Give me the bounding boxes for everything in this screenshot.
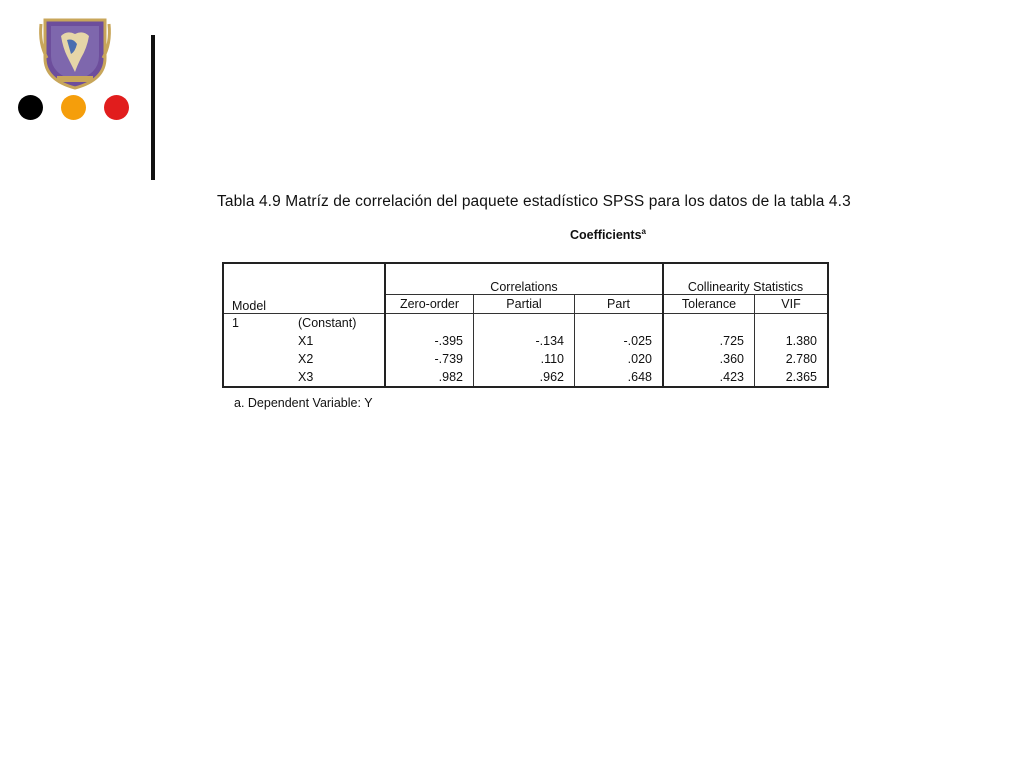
value-partial: .110 [474,350,575,368]
table-caption: Tabla 4.9 Matríz de correlación del paquete estadístico SPSS para los datos de la tabla 4.3 [217,193,851,210]
table-row [223,332,828,350]
value-tolerance: .360 [663,350,755,368]
value-vif [755,314,829,333]
table-footnote: a. Dependent Variable: Y [234,396,373,410]
value-partial [474,314,575,333]
col-header-tolerance: Tolerance [663,295,755,314]
value-tolerance [663,314,755,333]
value-tolerance: .725 [663,332,755,350]
variable-label: X1 [298,334,314,348]
value-vif: 1.380 [755,332,829,350]
collinearity-group-header: Collinearity Statistics [663,263,828,295]
model-number: 1 [232,316,239,330]
value-partial: .962 [474,368,575,387]
col-header-part: Part [575,295,664,314]
table-row [223,350,828,368]
coefficients-title [570,227,646,242]
black-dot [18,95,43,120]
model-number [223,350,288,368]
coefficients-title-superscript: a [641,227,646,236]
value-zero-order: .982 [385,368,474,387]
orange-dot [61,95,86,120]
variable-label: X3 [298,370,314,384]
variable-label: X2 [298,352,314,366]
university-crest-logo [37,14,113,90]
value-part: -.025 [575,332,664,350]
value-zero-order: -.739 [385,350,474,368]
vertical-divider [151,35,155,180]
col-header-partial: Partial [474,295,575,314]
model-number [223,368,288,387]
value-part: .648 [575,368,664,387]
model-header: Model [223,263,385,314]
value-tolerance: .423 [663,368,755,387]
value-part [575,314,664,333]
value-zero-order [385,314,474,333]
model-number [223,332,288,350]
table-row [223,368,828,387]
red-dot [104,95,129,120]
coefficients-title-text: Coefficients [570,228,642,243]
table-header-row-groups [223,263,828,295]
value-partial: -.134 [474,332,575,350]
correlations-group-header: Correlations [385,263,663,295]
table-row [223,314,828,333]
value-zero-order: -.395 [385,332,474,350]
col-header-vif: VIF [755,295,829,314]
value-part: .020 [575,350,664,368]
col-header-zero-order: Zero-order [385,295,474,314]
variable-label: (Constant) [298,316,357,330]
value-vif: 2.780 [755,350,829,368]
coefficients-table [222,262,829,388]
value-vif: 2.365 [755,368,829,387]
